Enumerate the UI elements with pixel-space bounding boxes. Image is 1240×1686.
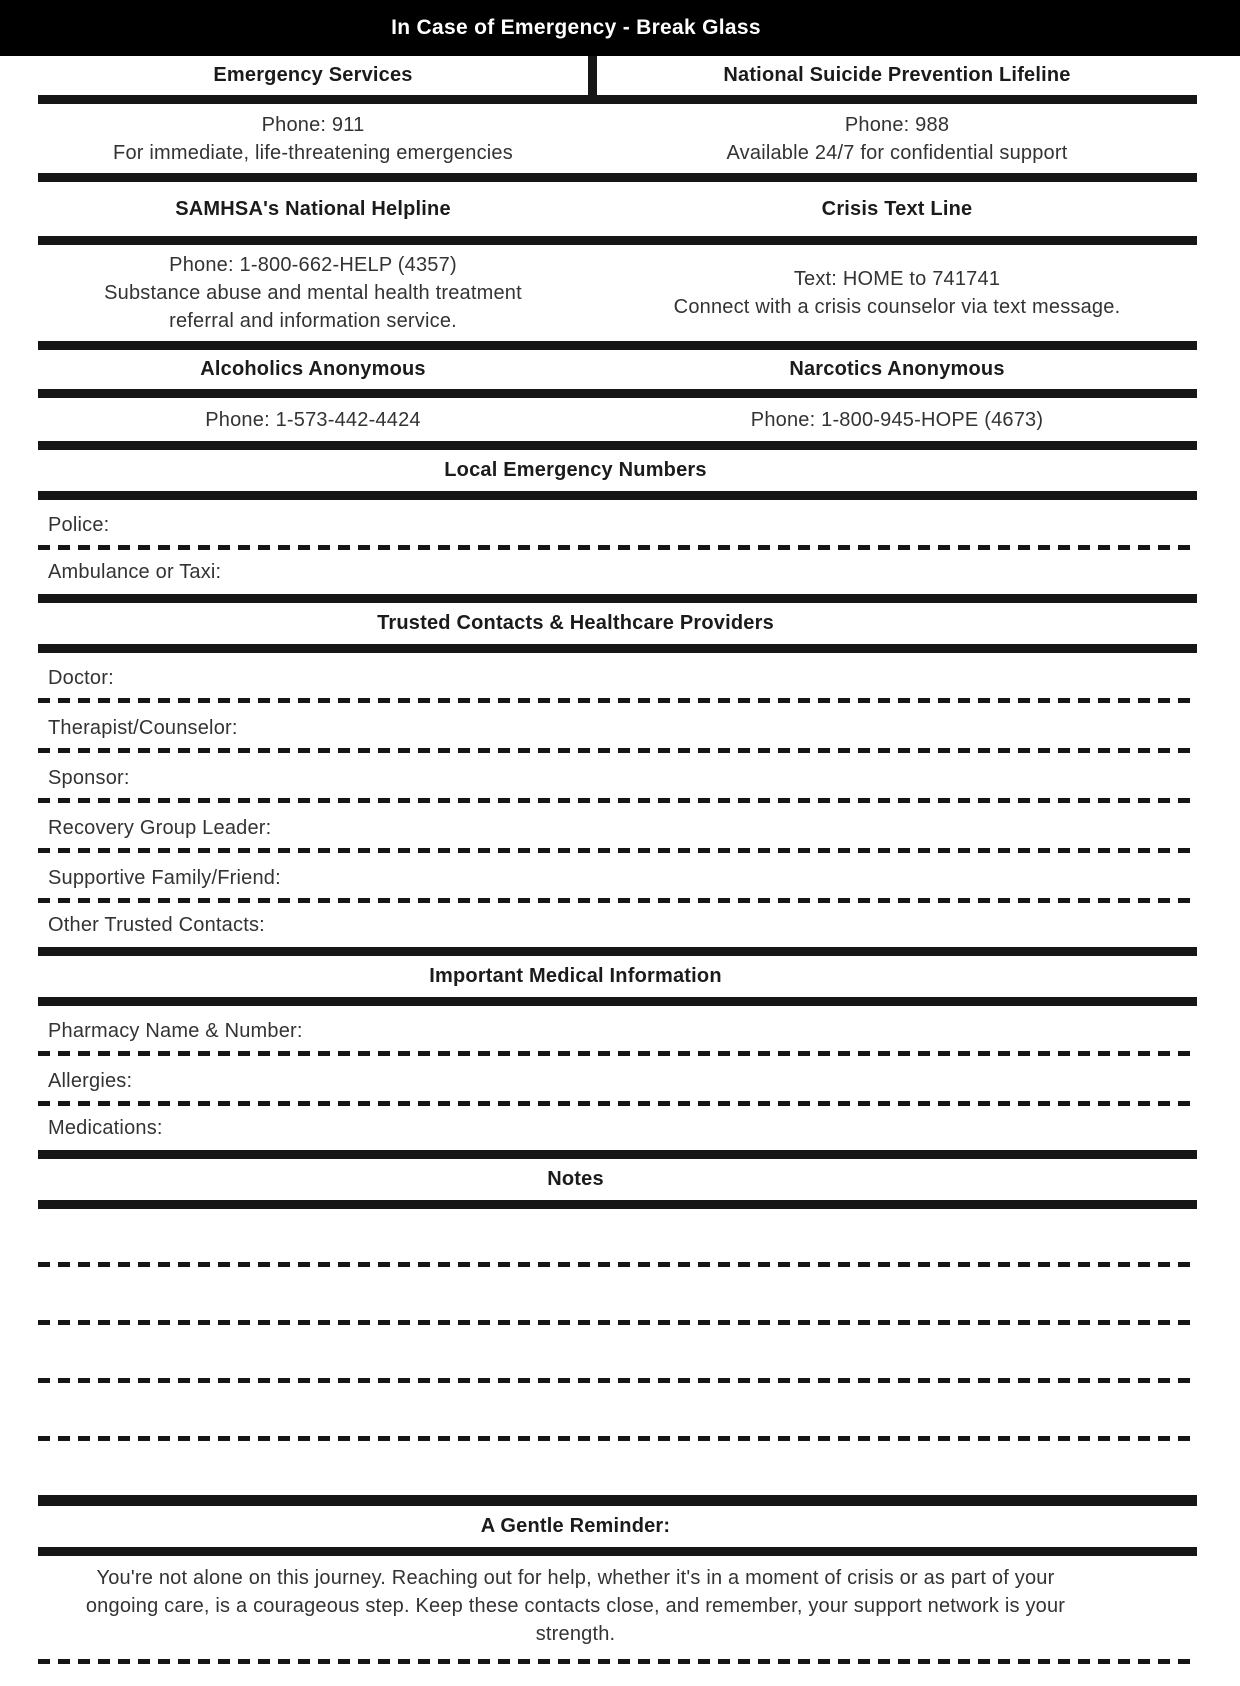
notes-blank-line [38,1267,1197,1325]
section-rule [38,1150,1197,1159]
field-label: Doctor: [48,666,114,689]
table-rule [38,95,1197,104]
hotline-table [38,56,1197,450]
page-content [38,56,1197,1664]
field-medications [38,1106,1197,1150]
hotline-line: Phone: 1-573-442-4424 [205,408,421,431]
section-title-notes: Notes [547,1168,604,1190]
hotline-name: National Suicide Prevention Lifeline [723,64,1071,86]
hotline-details [597,398,1197,441]
hotline-line: referral and information service. [169,310,457,332]
field-label: Supportive Family/Friend: [48,866,281,889]
section-rule [38,1547,1197,1556]
section-title-local-emergency: Local Emergency Numbers [444,459,707,481]
section-rule [38,1200,1197,1209]
field-label: Medications: [48,1116,163,1139]
hotline-details [38,245,588,341]
field-label: Pharmacy Name & Number: [48,1019,303,1042]
hotline-line: Substance abuse and mental health treatment [104,282,522,304]
field-label: Sponsor: [48,766,130,789]
field-label: Ambulance or Taxi: [48,560,222,583]
page-title: In Case of Emergency - Break Glass [391,16,761,39]
hotline-name: SAMHSA's National Helpline [175,197,451,220]
hotline-name: Alcoholics Anonymous [200,358,426,380]
hotline-name: Narcotics Anonymous [789,358,1005,380]
field-ambulance-or-taxi [38,550,1197,594]
hotline-line: For immediate, life-threatening emergencies [113,141,513,164]
notes-blank-line [38,1209,1197,1267]
section-title-medical-info: Important Medical Information [429,965,722,987]
table-rule [38,441,1197,450]
hotline-line: Phone: 911 [261,113,365,136]
reminder-zone [38,1556,1113,1648]
table-rule [38,173,1197,182]
section-rule [38,947,1197,956]
hotline-line: Text: HOME to 741741 [793,268,1001,290]
notes-blank-space [38,1441,1197,1495]
section-title-gentle-reminder: A Gentle Reminder: [480,1515,671,1537]
table-rule [38,236,1197,245]
page-header-bar [0,0,1240,56]
field-sponsor [38,753,1197,803]
field-label: Police: [48,513,110,536]
field-pharmacy-name-number [38,1006,1197,1056]
section-rule [38,1495,1197,1506]
field-allergies [38,1056,1197,1106]
hotline-details [597,245,1197,341]
field-label: Recovery Group Leader: [48,816,272,839]
field-label: Allergies: [48,1069,133,1092]
field-police [38,500,1197,550]
field-recovery-group-leader [38,803,1197,853]
section-title-trusted-contacts: Trusted Contacts & Healthcare Providers [377,612,774,634]
field-label: Therapist/Counselor: [48,716,238,739]
field-other-trusted-contacts [38,903,1197,947]
section-rule [38,594,1197,603]
hotline-line: Available 24/7 for confidential support [726,141,1068,164]
table-rule [38,341,1197,350]
notes-blank-line [38,1383,1197,1441]
section-rule [38,644,1197,653]
field-doctor [38,653,1197,703]
section-rule [38,491,1197,500]
section-rule [38,997,1197,1006]
hotline-line: Phone: 1-800-945-HOPE (4673) [750,408,1044,431]
hotline-name: Emergency Services [213,64,413,86]
hotline-details [597,104,1197,173]
table-column-divider [588,56,597,95]
notes-blank-line [38,1325,1197,1383]
reminder-text: You're not alone on this journey. Reaching out for help, whether it's in a moment of crisis or as part of your ongoing care, is a courageous step. Keep these contacts close, and remember, your support network is your strength. [85,1567,1066,1645]
hotline-name: Crisis Text Line [821,197,973,220]
field-therapist-counselor [38,703,1197,753]
bottom-dashed-line [38,1659,1197,1664]
hotline-line: Phone: 1-800-662-HELP (4357) [169,254,457,276]
field-supportive-family-friend [38,853,1197,903]
hotline-details [38,104,588,173]
table-rule [38,389,1197,398]
field-label: Other Trusted Contacts: [48,913,265,936]
hotline-line: Phone: 988 [844,113,950,136]
hotline-details [38,398,588,441]
hotline-line: Connect with a crisis counselor via text message. [673,296,1121,318]
